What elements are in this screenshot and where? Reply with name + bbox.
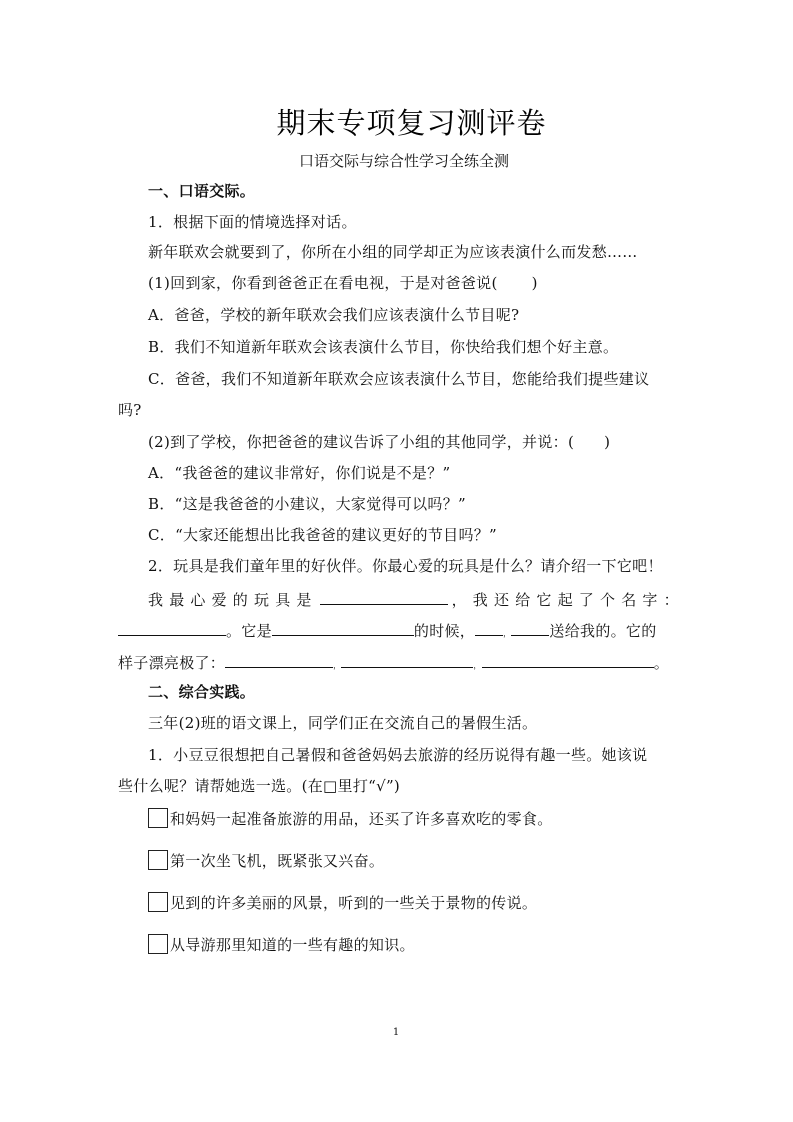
section-2-intro: 三年(2)班的语文课上，同学们正在交流自己的暑假生活。 [148,714,538,732]
section-2-question-1-line-1: 1．小豆豆很想把自己暑假和爸爸妈妈去旅游的经历说得有趣一些。她该说 [148,746,648,764]
fill-text-favorite-toy: 我最心爱的玩具是 [148,591,318,609]
choice-3-text: 见到的许多美丽的风景，听到的一些关于景物的传说。 [170,894,538,912]
question-1-prompt: 1．根据下面的情境选择对话。 [148,213,357,231]
fill-line-2 [118,619,657,644]
section-heading-oral-communication: 一、口语交际。 [148,182,256,200]
sub1-option-b: B．我们不知道新年联欢会该表演什么节目，你快给我们想个好主意。 [148,338,619,356]
fill-text-it-was: 。它是 [226,622,272,640]
fill-text-gave-me: 送给我的。它的 [549,622,657,640]
fill-sep-2: ， [473,661,482,670]
sub1-option-c: C．爸爸，我们不知道新年联欢会应该表演什么节目，您能给我们提些建议 [148,370,650,388]
sub-question-1 [148,273,538,293]
sub1-option-a: A．爸爸，学校的新年联欢会我们应该表演什么节目呢? [148,306,520,324]
blank-appearance-3[interactable] [482,651,654,668]
sub1-option-c-continued: 吗? [118,401,142,419]
choice-4-text: 从导游那里知道的一些有趣的知识。 [170,936,415,954]
fill-text-comma: ， [503,629,512,638]
document-title: 期末专项复习测评卷 [276,106,547,140]
sub2-option-c: C．“大家还能想出比我爸爸的建议更好的节目吗？” [148,526,498,544]
checkbox-choice-1[interactable] [148,808,168,828]
blank-giver-2[interactable] [511,619,549,636]
checkbox-choice-4[interactable] [148,934,168,954]
choice-2-text: 第一次坐飞机，既紧张又兴奋。 [170,852,385,870]
blank-occasion[interactable] [272,619,414,636]
choice-1-text: 和妈妈一起准备旅游的用品，还买了许多喜欢吃的零食。 [170,810,553,828]
checkbox-choice-3[interactable] [148,892,168,912]
blank-favorite-toy[interactable] [320,588,448,605]
fill-text-name: ，我还给它起了个名字： [451,591,685,609]
paren-close: ) [531,274,538,292]
fill-text-when: 的时候， [413,622,476,640]
fill-text-appearance: 样子漂亮极了： [118,654,226,672]
fill-line-1 [148,588,685,610]
sub-question-2 [148,432,610,452]
checkbox-choice-2[interactable] [148,850,168,870]
blank-appearance-1[interactable] [225,651,333,668]
question-2-prompt: 2．玩具是我们童年里的好伙伴。你最心爱的玩具是什么？请介绍一下它吧！ [148,557,663,575]
fill-line-3 [118,651,669,676]
page-number: 1 [392,1027,400,1038]
section-heading-comprehensive-practice: 二、综合实践。 [148,683,256,701]
sub2-option-a: A．“我爸爸的建议非常好，你们说是不是？” [148,464,451,482]
fill-end: 。 [653,654,670,672]
blank-appearance-2[interactable] [341,651,473,668]
sub-question-2-prompt: (2)到了学校，你把爸爸的建议告诉了小组的其他同学，并说：( [148,433,575,451]
paren-close: ) [604,433,611,451]
section-2-question-1-line-2: 些什么呢？请帮她选一选。(在□里打“√”) [118,777,401,795]
sub-question-1-prompt: (1)回到家，你看到爸爸正在看电视，于是对爸爸说( [148,274,498,292]
blank-toy-name[interactable] [118,619,226,636]
fill-sep-1: ， [333,661,342,670]
sub2-option-b: B．“这是我爸爸的小建议，大家觉得可以吗？” [148,495,466,513]
document-subtitle: 口语交际与综合性学习全练全测 [298,152,509,170]
question-1-scenario: 新年联欢会就要到了，你所在小组的同学却正为应该表演什么而发愁…… [148,243,638,261]
blank-giver-1[interactable] [475,619,503,636]
